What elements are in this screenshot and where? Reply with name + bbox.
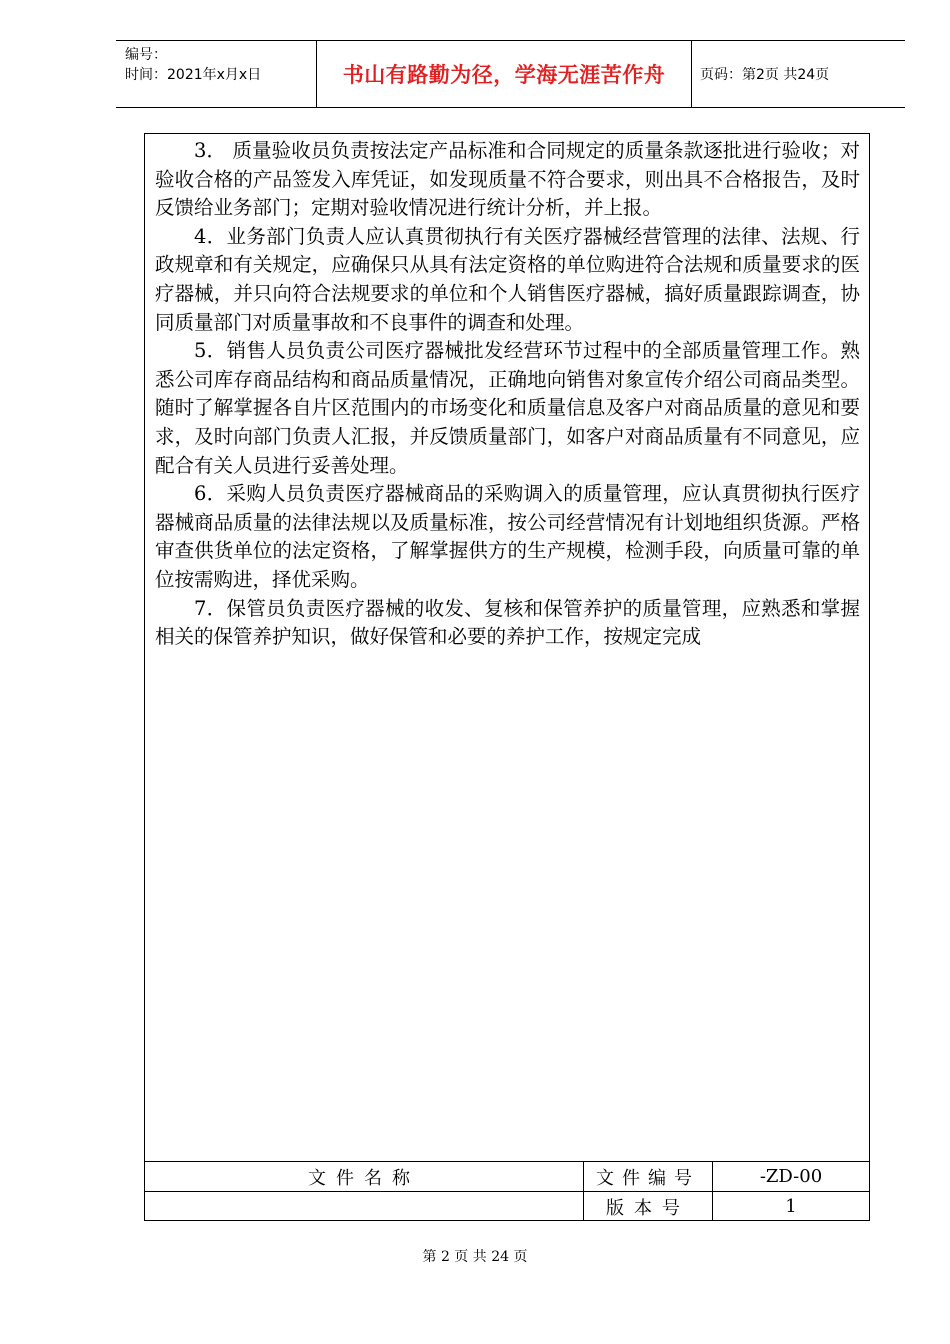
version-value: 1 xyxy=(713,1191,869,1221)
paragraph-7: 7．保管员负责医疗器械的收发、复核和保管养护的质量管理，应熟悉和掌握相关的保管养护知识，做好保管和必要的养护工作，按规定完成 xyxy=(155,596,860,649)
paragraph-4: 4．业务部门负责人应认真贯彻执行有关医疗器械经营管理的法律、法规、行政规章和有关规定，应确保只从具有法定资格的单位购进符合法规和质量要求的医疗器械，并只向符合法规要求的单位和个人销售医疗器械，搞好质量跟踪调查，协同质量部门对质量事故和不良事件的调查和处理。 xyxy=(155,224,860,334)
file-name-label: 文件名称 xyxy=(145,1162,584,1191)
header-meta xyxy=(116,41,316,107)
header-time-label: 时间：2021年x月x日 xyxy=(125,67,262,83)
content-frame xyxy=(144,133,870,1221)
content-body xyxy=(155,137,860,652)
file-number-value: -ZD-00 xyxy=(759,1166,823,1187)
header-motto: 书山有路勤为径，学海无涯苦作舟 xyxy=(316,41,692,107)
paragraph-6: 6．采购人员负责医疗器械商品的采购调入的质量管理，应认真贯彻执行医疗器械商品质量的法律法规以及质量标准，按公司经营情况有计划地组织货源。严格审查供货单位的法定资格，了解掌握供方的生产规模，检测手段，向质量可靠的单位按需购进，择优采购。 xyxy=(155,482,860,591)
file-number-label: 文件编号 xyxy=(584,1162,713,1191)
version-label: 版本号 xyxy=(584,1191,713,1221)
file-name-value xyxy=(145,1191,584,1221)
header-number-label: 编号： xyxy=(125,47,167,63)
file-info-table xyxy=(145,1161,869,1221)
paragraph-3: 3． 质量验收员负责按法定产品标准和合同规定的质量条款逐批进行验收；对验收合格的产品签发入库凭证，如发现质量不符合要求，则出具不合格报告，及时反馈给业务部门；定期对验收情况进行统计分析，并上报。 xyxy=(155,139,860,220)
page-footer: 第 2 页 共 24 页 xyxy=(422,1249,528,1265)
paragraph-5: 5．销售人员负责公司医疗器械批发经营环节过程中的全部质量管理工作。熟悉公司库存商品结构和商品质量情况，正确地向销售对象宣传介绍公司商品类型。随时了解掌握各自片区范围内的市场变化和质量信息及客户对商品质量的意见和要求，及时向部门负责人汇报，并反馈质量部门，如客户对商品质量有不同意见，应配合有关人员进行妥善处理。 xyxy=(155,339,860,477)
header-page-info: 页码：第2页 共24页 xyxy=(700,67,830,83)
document-header xyxy=(116,40,905,108)
